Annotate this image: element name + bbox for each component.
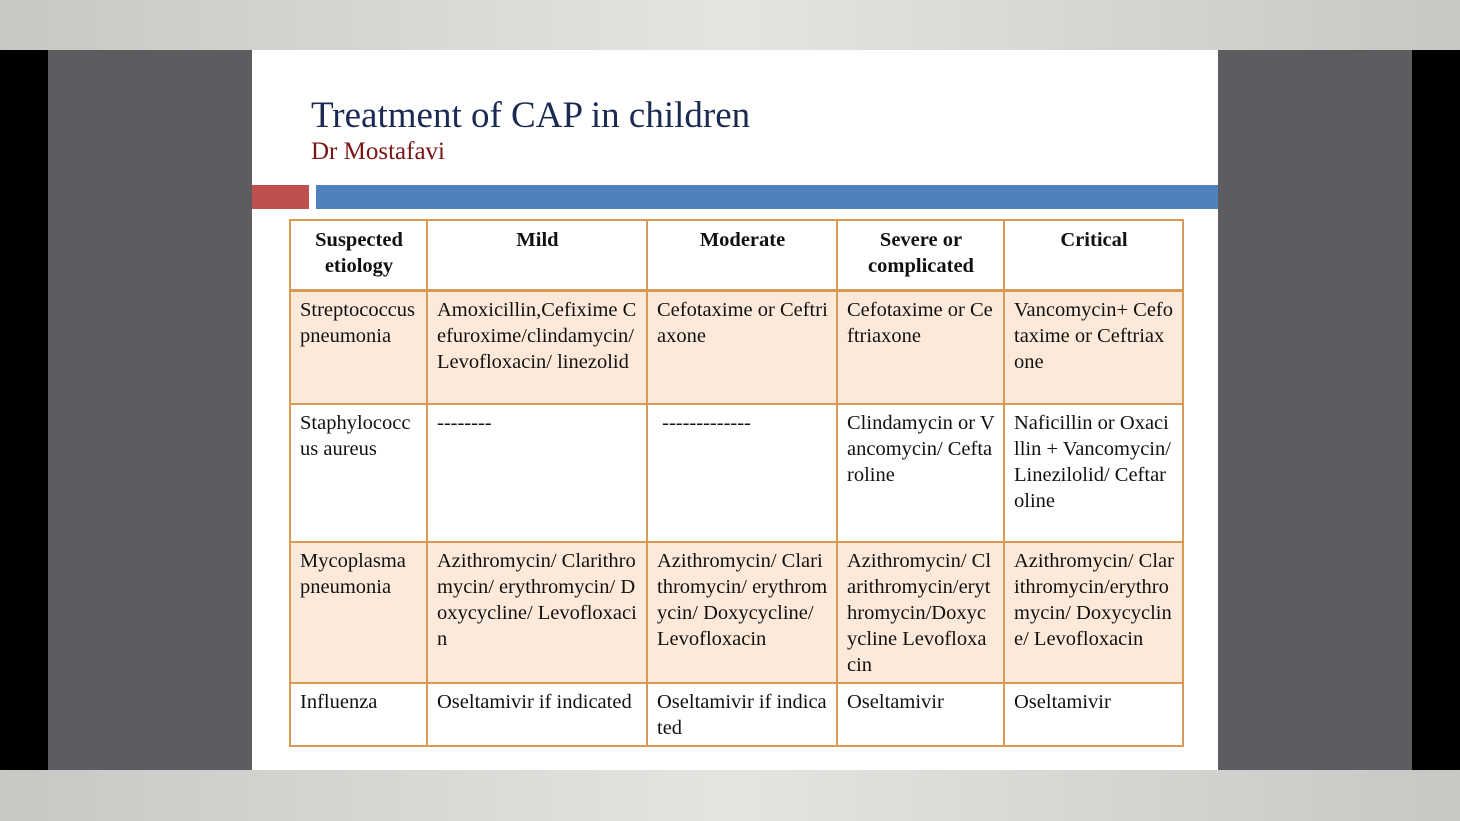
- table-header-row: [290, 220, 1183, 291]
- moderate-cell: Cefotaxime or Ceftriaxone: [647, 291, 837, 404]
- moderate-cell: Oseltamivir if indicated: [647, 683, 837, 746]
- table-row: [290, 683, 1183, 746]
- table-row: [290, 542, 1183, 683]
- presentation-viewer: [0, 50, 1460, 770]
- severe-cell: Azithromycin/ Clarithromycin/erythromycin/Doxycycline Levofloxacin: [837, 542, 1004, 683]
- etiology-cell: Mycoplasma pneumonia: [290, 542, 427, 683]
- slide: [252, 50, 1218, 770]
- etiology-cell: Streptococcus pneumonia: [290, 291, 427, 404]
- slide-title: Treatment of CAP in children: [311, 95, 751, 136]
- critical-cell: Vancomycin+ Cefotaxime or Ceftriaxone: [1004, 291, 1183, 404]
- mild-cell: Oseltamivir if indicated: [427, 683, 647, 746]
- table-row: [290, 404, 1183, 542]
- mild-cell: Azithromycin/ Clarithromycin/ erythromycin/ Doxycycline/ Levofloxacin: [427, 542, 647, 683]
- critical-cell: Azithromycin/ Clarithromycin/erythromycin/ Doxycycline/ Levofloxacin: [1004, 542, 1183, 683]
- header-mild: Mild: [427, 220, 647, 291]
- severe-cell: Oseltamivir: [837, 683, 1004, 746]
- critical-cell: Naficillin or Oxacillin + Vancomycin/ Linezilolid/ Ceftaroline: [1004, 404, 1183, 542]
- table-row: [290, 291, 1183, 404]
- treatment-table: [289, 219, 1184, 747]
- accent-bar-red: [252, 185, 309, 209]
- left-letterbox: [0, 50, 48, 770]
- header-etiology: Suspected etiology: [290, 220, 427, 291]
- moderate-cell: Azithromycin/ Clarithromycin/ erythromycin/ Doxycycline/ Levofloxacin: [647, 542, 837, 683]
- slide-subtitle: Dr Mostafavi: [311, 138, 445, 165]
- header-critical: Critical: [1004, 220, 1183, 291]
- mild-cell: --------: [427, 404, 647, 542]
- severe-cell: Clindamycin or Vancomycin/ Ceftaroline: [837, 404, 1004, 542]
- critical-cell: Oseltamivir: [1004, 683, 1183, 746]
- header-severe: Severe or complicated: [837, 220, 1004, 291]
- etiology-cell: Staphylococcus aureus: [290, 404, 427, 542]
- header-moderate: Moderate: [647, 220, 837, 291]
- accent-bar-blue: [316, 185, 1218, 209]
- severe-cell: Cefotaxime or Ceftriaxone: [837, 291, 1004, 404]
- etiology-cell: Influenza: [290, 683, 427, 746]
- right-letterbox: [1412, 50, 1460, 770]
- mild-cell: Amoxicillin,Cefixime Cefuroxime/clindamycin/ Levofloxacin/ linezolid: [427, 291, 647, 404]
- moderate-cell: -------------: [647, 404, 837, 542]
